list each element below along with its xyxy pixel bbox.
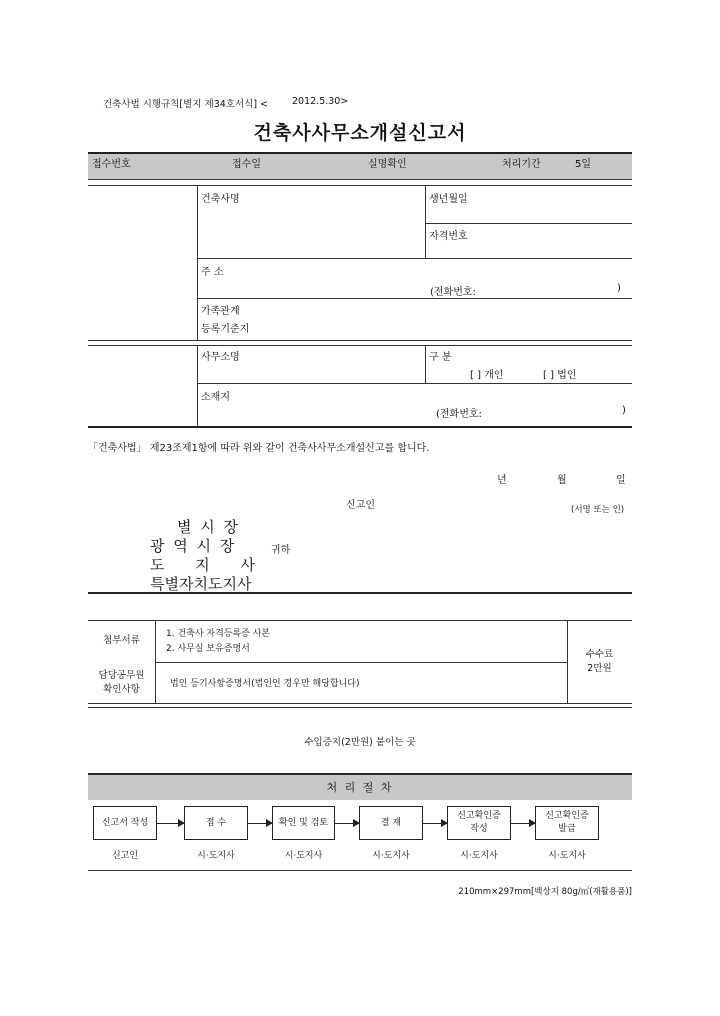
month-label: 월 — [557, 475, 567, 486]
receipt-number-label: 접수번호 — [92, 159, 131, 170]
processing-period-label: 처리기간 — [502, 159, 541, 170]
step-certificate-issue — [535, 806, 599, 840]
attachments-label: 첨부서류 — [103, 635, 140, 646]
step-certificate-prepare — [447, 806, 511, 840]
applicant-phone-close: ) — [617, 283, 621, 294]
individual-checkbox[interactable]: [ ] 개인 — [470, 370, 504, 381]
actor-governor: 시·도지사 — [197, 851, 235, 861]
arrow-icon — [157, 823, 184, 824]
intake-bar — [88, 153, 632, 179]
receipt-date-label: 접수일 — [232, 159, 261, 170]
day-label: 일 — [616, 475, 626, 486]
law-reference: 건축사법 시행규칙[별지 제34호서식] < — [103, 99, 268, 110]
addressee-special-governor: 특별자치도지사 — [150, 575, 252, 593]
step-certificate-issue-line2: 발급 — [558, 824, 576, 834]
actor-governor: 시·도지사 — [284, 851, 323, 861]
arrow-icon — [335, 823, 359, 824]
license-number-label: 자격번호 — [429, 231, 468, 242]
actor-reporter: 신고인 — [111, 851, 139, 861]
paper-spec: 210mm×297mm[백상지 80g/㎡(재활용품)] — [458, 887, 632, 897]
office-name-label: 사무소명 — [201, 352, 240, 363]
office-phone-open: (전화번호: — [436, 409, 482, 420]
officer-check-label-line2: 확인사항 — [103, 683, 140, 695]
year-label: 년 — [497, 475, 507, 486]
architect-name-label: 건축사명 — [201, 194, 240, 205]
step-approval: 결 재 — [359, 806, 423, 840]
id-check-label: 실명확인 — [368, 159, 407, 170]
signature-note: (서명 또는 인) — [571, 505, 625, 515]
arrow-icon — [423, 823, 447, 824]
location-label: 소재지 — [201, 392, 230, 403]
birth-date-label: 생년월일 — [429, 194, 468, 205]
registry-base-label: 등록기준지 — [201, 324, 250, 335]
step-certificate-issue-line1: 신고확인증 — [545, 811, 589, 821]
step-certificate-prepare-line2: 작성 — [470, 824, 488, 834]
step-review: 확인 및 검토 — [272, 806, 335, 840]
actor-governor: 시·도지사 — [548, 851, 586, 861]
processing-period-value: 5일 — [575, 159, 592, 170]
officer-check-item: 법인 등기사항증명서(법인인 경우만 해당합니다) — [170, 679, 360, 689]
procedure-title: 처 리 절 차 — [326, 781, 394, 794]
declaration-statement: 「건축사법」 제23조제1항에 따라 위와 같이 건축사사무소개설신고를 합니다. — [88, 443, 430, 454]
addressee-governor: 도 지 사 — [150, 556, 258, 574]
applicant-phone-open: (전화번호: — [430, 287, 476, 298]
arrow-icon — [511, 823, 535, 824]
office-phone-close: ) — [622, 405, 626, 416]
honorific: 귀하 — [271, 545, 291, 556]
category-label: 구 분 — [429, 352, 452, 363]
officer-check-label — [88, 662, 155, 703]
step-write-report: 신고서 작성 — [93, 806, 157, 840]
revision-date: 2012.5.30> — [292, 96, 349, 107]
attachment-item-2: 2. 사무실 보유증명서 — [166, 644, 250, 654]
page-title: 건축사사무소개설신고서 — [253, 122, 467, 144]
officer-check-label-line1: 담당공무원 — [98, 669, 145, 681]
revenue-stamp-area: 수입증지(2만원) 붙이는 곳 — [304, 737, 416, 748]
addressee-mayor: 별 시 장 — [177, 518, 241, 536]
step-receipt: 접 수 — [184, 806, 248, 840]
arrow-icon — [248, 823, 272, 824]
address-label: 주 소 — [201, 267, 224, 278]
fee-label: 수수료 — [585, 648, 614, 660]
step-certificate-prepare-line1: 신고확인증 — [457, 811, 501, 821]
reporter-label: 신고인 — [346, 500, 375, 511]
attachment-item-1: 1. 건축사 자격등록증 사본 — [166, 629, 271, 639]
addressee-metro-mayor: 광 역 시 장 — [150, 537, 237, 555]
family-relation-label: 가족관계 — [201, 306, 240, 317]
fee-cell — [567, 620, 632, 703]
corporation-checkbox[interactable]: [ ] 법인 — [543, 370, 577, 381]
fee-value: 2만원 — [587, 662, 612, 674]
actor-governor: 시·도지사 — [372, 851, 410, 861]
actor-governor: 시·도지사 — [460, 851, 498, 861]
